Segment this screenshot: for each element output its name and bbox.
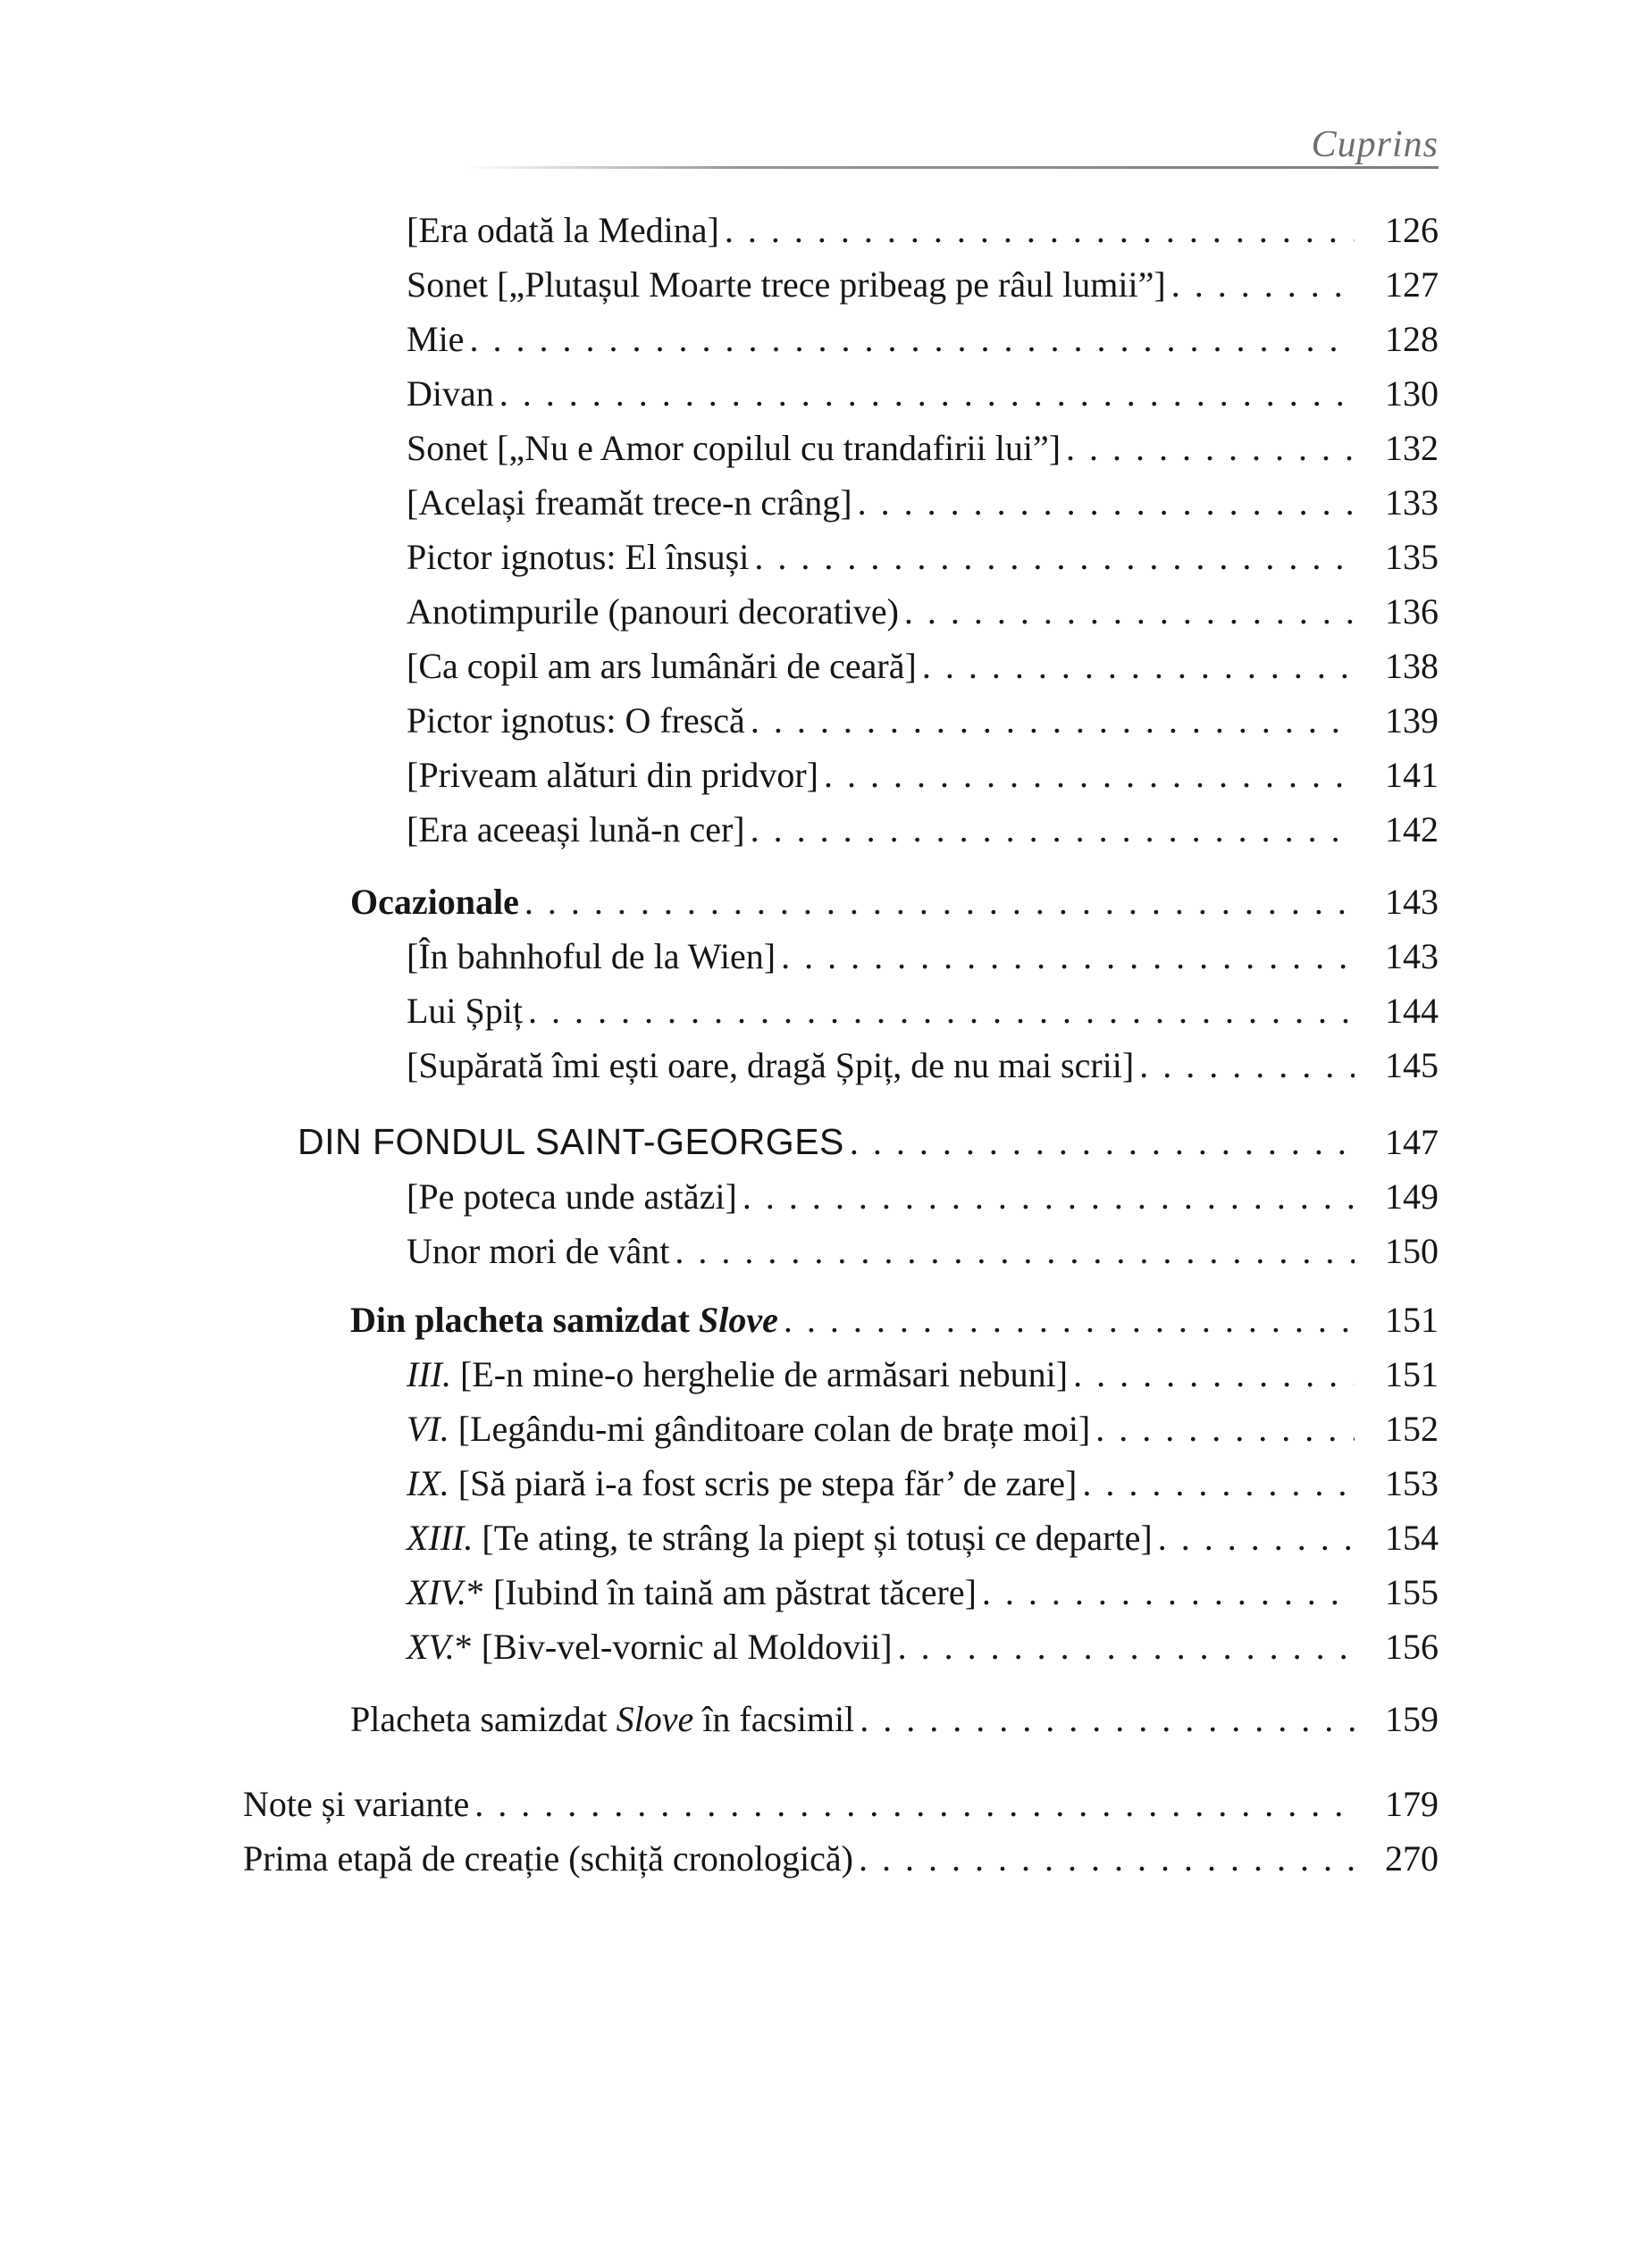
entry-title [407, 475, 852, 530]
title-segment: Din placheta samizdat [350, 1300, 699, 1340]
dot-leader [749, 530, 1355, 584]
dot-leader [1134, 1038, 1355, 1092]
page-number: 156 [1385, 1627, 1439, 1667]
entry-title [407, 1347, 1068, 1402]
toc-entry [243, 421, 1439, 475]
page-number: 270 [1385, 1838, 1439, 1879]
title-segment: Mie [407, 319, 465, 359]
dot-leader [719, 203, 1355, 257]
entry-title [407, 639, 917, 693]
dot-leader [745, 802, 1355, 857]
page-number: 151 [1385, 1354, 1439, 1394]
title-segment: DIN FONDUL SAINT-GEORGES [298, 1121, 844, 1162]
title-segment: III. [407, 1354, 451, 1394]
entry-title [407, 530, 749, 584]
title-segment: Prima etapă de creație (schiță cronologică) [243, 1838, 853, 1879]
title-segment: IX. [407, 1463, 449, 1503]
page-number: 127 [1385, 264, 1439, 305]
title-segment: [Să piară i-a fost scris pe stepa făr’ de zare] [449, 1463, 1078, 1503]
dot-leader [776, 929, 1355, 983]
title-segment: Divan [407, 373, 494, 414]
entry-title [407, 1565, 977, 1619]
header-rule [465, 166, 1439, 169]
dot-leader [464, 312, 1355, 366]
dot-leader [469, 1777, 1355, 1831]
page-number: 135 [1385, 537, 1439, 577]
dot-leader [519, 875, 1355, 929]
toc-entry [243, 1511, 1439, 1565]
title-segment: VI. [407, 1409, 449, 1449]
title-segment: Note și variante [243, 1784, 470, 1824]
toc-entry [243, 203, 1439, 257]
entry-title [350, 1293, 778, 1347]
page-number: 145 [1385, 1045, 1439, 1085]
title-segment: [Ca copil am ars lumânări de ceară] [407, 646, 917, 686]
title-segment: Slove [699, 1300, 778, 1340]
toc-entry [243, 584, 1439, 639]
page-number: 149 [1385, 1176, 1439, 1217]
dot-leader [893, 1619, 1355, 1674]
page-number: 147 [1385, 1122, 1439, 1162]
toc-entry [243, 929, 1439, 983]
entry-title [407, 802, 745, 857]
title-segment: [Același freamăt trece-n crâng] [407, 482, 852, 523]
title-segment: XV. [407, 1627, 455, 1667]
dot-leader [745, 693, 1355, 748]
page-number: 143 [1385, 882, 1439, 922]
toc-entry [243, 1692, 1439, 1746]
toc-entry [243, 1169, 1439, 1224]
toc-entry [243, 257, 1439, 312]
page-number: 138 [1385, 646, 1439, 686]
toc-entry [243, 530, 1439, 584]
title-segment: [Supărată îmi ești oare, dragă Șpiț, de nu mai scrii] [407, 1045, 1135, 1085]
page-title: Cuprins [1311, 124, 1439, 165]
entry-title [407, 203, 719, 257]
dot-leader [1068, 1347, 1355, 1402]
title-segment: [Era aceeași lună-n cer] [407, 809, 745, 849]
entry-title [350, 1692, 854, 1746]
title-segment: Unor mori de vânt [407, 1231, 670, 1271]
title-segment: Pictor ignotus: El însuși [407, 537, 750, 577]
title-segment: [În bahnhoful de la Wien] [407, 936, 776, 976]
page-number: 141 [1385, 755, 1439, 795]
toc-entry [243, 366, 1439, 421]
dot-leader [778, 1293, 1355, 1347]
dot-leader [818, 748, 1355, 802]
dot-leader [523, 983, 1355, 1038]
title-segment: [Pe poteca unde astăzi] [407, 1176, 737, 1217]
entry-title [407, 366, 494, 421]
entry-title [407, 257, 1166, 312]
entry-title [407, 1511, 1153, 1565]
page-number: 150 [1385, 1231, 1439, 1271]
page-number: 154 [1385, 1518, 1439, 1558]
title-segment: [Priveam alături din pridvor] [407, 755, 818, 795]
title-segment: Slove [616, 1699, 694, 1739]
entry-title [243, 1777, 469, 1831]
dot-leader [737, 1169, 1355, 1224]
entry-title [350, 875, 519, 929]
page-number: 151 [1385, 1300, 1439, 1340]
entry-title [407, 1224, 669, 1278]
title-segment: Pictor ignotus: O frescă [407, 700, 745, 741]
toc-entry [243, 875, 1439, 929]
title-segment: Anotimpurile (panouri decorative) [407, 591, 899, 632]
dot-leader [854, 1692, 1355, 1746]
title-segment: Placheta samizdat [350, 1699, 617, 1739]
dot-leader [917, 639, 1355, 693]
title-segment: în facsimil [693, 1699, 855, 1739]
title-segment: Lui Șpiț [407, 991, 524, 1031]
page-number: 133 [1385, 482, 1439, 523]
page-number: 132 [1385, 428, 1439, 468]
title-segment: XIV. [407, 1572, 467, 1612]
title-segment: Ocazionale [350, 882, 519, 922]
dot-leader [853, 1831, 1355, 1886]
title-segment: XIII. [407, 1518, 474, 1558]
toc-entry [243, 1293, 1439, 1347]
page-number: 153 [1385, 1463, 1439, 1503]
entry-title [407, 693, 745, 748]
entry-title [407, 312, 464, 366]
dot-leader [1061, 421, 1355, 475]
title-segment: [Te ating, te strâng la piept și totuși ce departe] [473, 1518, 1153, 1558]
toc-entry [243, 748, 1439, 802]
dot-leader [1077, 1456, 1355, 1511]
toc-entry [243, 1619, 1439, 1674]
entry-title [407, 1456, 1077, 1511]
page-number: 130 [1385, 373, 1439, 414]
entry-title [407, 1038, 1134, 1092]
toc-entry [243, 1224, 1439, 1278]
entry-title [407, 1402, 1090, 1456]
dot-leader [494, 366, 1355, 421]
page-number: 143 [1385, 936, 1439, 976]
entry-title [243, 1831, 853, 1886]
dot-leader [1166, 257, 1355, 312]
toc-entry [243, 693, 1439, 748]
dot-leader [852, 475, 1355, 530]
page-number: 139 [1385, 700, 1439, 741]
page-number: 155 [1385, 1572, 1439, 1612]
toc-entry [243, 1831, 1439, 1886]
title-segment: Sonet [„Plutașul Moarte trece pribeag pe râul lumii”] [407, 264, 1166, 305]
toc-entry [243, 1038, 1439, 1092]
page-number: 179 [1385, 1784, 1439, 1824]
toc-entry [243, 1777, 1439, 1831]
toc-entry [243, 1456, 1439, 1511]
page-number: 136 [1385, 591, 1439, 632]
page-number: 152 [1385, 1409, 1439, 1449]
page-number: 159 [1385, 1699, 1439, 1739]
page-number: 142 [1385, 809, 1439, 849]
toc-entry [243, 1565, 1439, 1619]
entry-title [407, 584, 899, 639]
toc-entry [243, 639, 1439, 693]
dot-leader [899, 584, 1355, 639]
toc-entry [243, 1402, 1439, 1456]
entry-title [298, 1115, 844, 1169]
toc-entry [243, 1347, 1439, 1402]
entry-title [407, 1169, 737, 1224]
toc-entry [243, 312, 1439, 366]
toc-list [243, 203, 1439, 1886]
title-segment: * [Biv-vel-vornic al Moldovii] [454, 1627, 893, 1667]
title-segment: * [Iubind în taină am păstrat tăcere] [466, 1572, 977, 1612]
page-number: 126 [1385, 210, 1439, 250]
dot-leader [1090, 1402, 1355, 1456]
toc-entry [243, 983, 1439, 1038]
toc-entry [243, 802, 1439, 857]
toc-entry [243, 475, 1439, 530]
toc-entry [243, 1115, 1439, 1169]
page-number: 144 [1385, 991, 1439, 1031]
entry-title [407, 1619, 893, 1674]
title-segment: [Legându-mi gânditoare colan de brațe moi] [449, 1409, 1091, 1449]
dot-leader [1153, 1511, 1355, 1565]
title-segment: Sonet [„Nu e Amor copilul cu trandafirii lui”] [407, 428, 1061, 468]
entry-title [407, 929, 776, 983]
dot-leader [669, 1224, 1355, 1278]
title-segment: [E-n mine-o herghelie de armăsari nebuni] [450, 1354, 1069, 1394]
entry-title [407, 983, 523, 1038]
entry-title [407, 748, 818, 802]
dot-leader [844, 1115, 1355, 1169]
page-number: 128 [1385, 319, 1439, 359]
dot-leader [977, 1565, 1355, 1619]
entry-title [407, 421, 1061, 475]
title-segment: [Era odată la Medina] [407, 210, 719, 250]
